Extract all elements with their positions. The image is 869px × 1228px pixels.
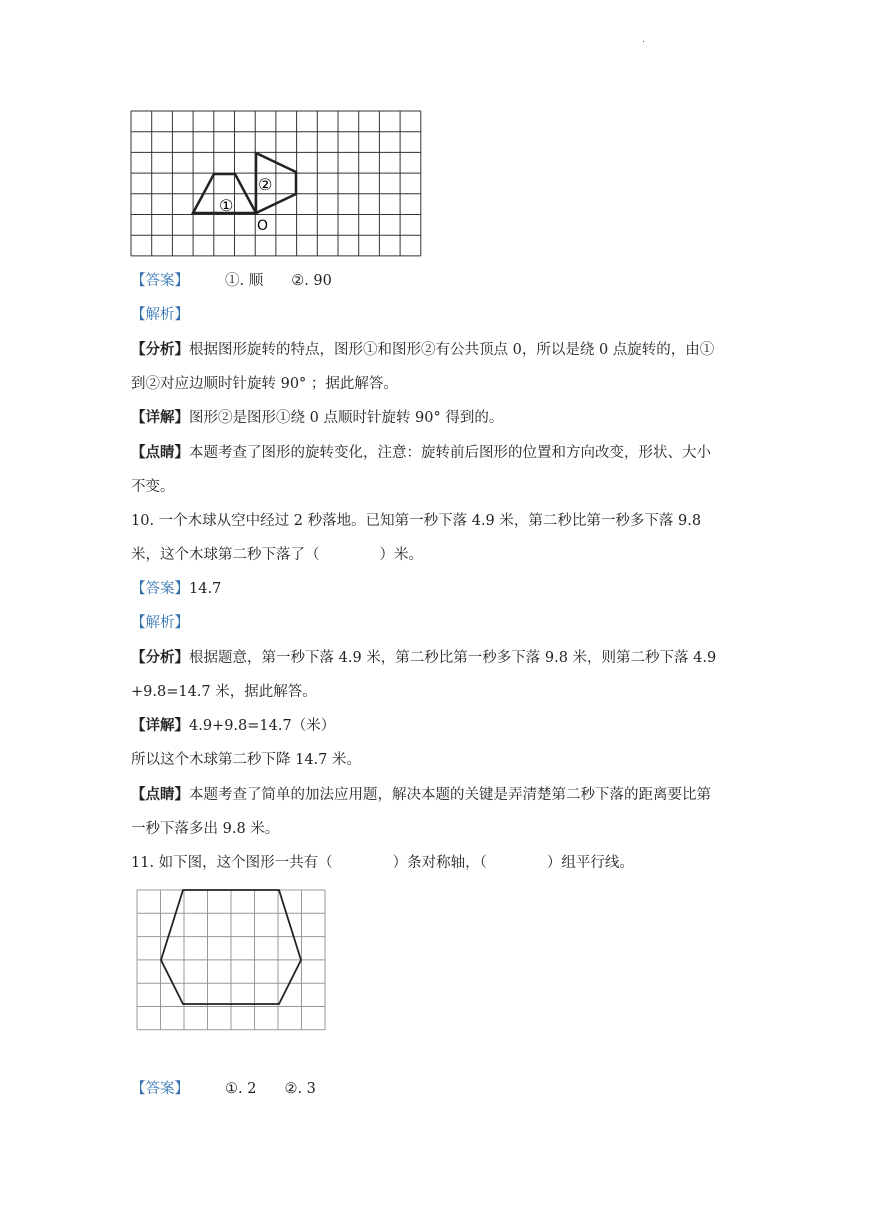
answer-1: ①. 顺 [225,273,264,289]
grid-lines [131,111,421,256]
q9-xiangjie: 【详解】图形②是图形①绕 0 点顺时针旋转 90° 得到的。 [131,409,504,426]
q9-fenxi-line1: 【分析】根据图形旋转的特点，图形①和图形②有公共顶点 0，所以是绕 0 点旋转的，由① [131,341,715,358]
q9-fenxi-line2: 到②对应边顺时针旋转 90° ；据此解答。 [131,376,398,392]
q10-analysis-tag: 【解析】 [131,615,189,631]
answer-tag: 【答案】 [131,273,189,289]
grid-lines [137,890,325,1030]
q10-fenxi-line2: +9.8=14.7 米，据此解答。 [131,684,317,700]
q9-answer-line [131,271,332,291]
answer-2: ②. 3 [284,1081,316,1097]
q10-answer-line: 【答案】14.7 [131,581,222,597]
answer-2: ②. 90 [291,273,332,289]
hexagon-grid-figure [134,886,334,1036]
q10-answer: 14.7 [189,581,222,597]
q10-conclusion: 所以这个木球第二秒下降 14.7 米。 [131,752,362,768]
q10-line1: 10. 一个木球从空中经过 2 秒落地。已知第一秒下落 4.9 米，第二秒比第一秒多下落 9.8 [131,513,702,529]
center-point-label: O [257,218,269,234]
q10-fenxi-line1: 【分析】根据题意，第一秒下落 4.9 米，第二秒比第一秒多下落 9.8 米，则第二秒下落 4.9 [131,649,717,666]
q10-dianjing-line2: 一秒下落多出 9.8 米。 [131,821,280,837]
shape-2-label: ② [258,175,273,194]
q10-line2: 米，这个木球第二秒下落了（ ）米。 [131,547,423,563]
q9-dianjing-line1: 【点睛】本题考查了图形的旋转变化，注意：旋转前后图形的位置和方向改变，形状、大小 [131,444,711,461]
shape-1-label: ① [219,196,234,215]
answer-tag: 【答案】 [131,1081,189,1097]
q9-dianjing-line2: 不变。 [131,479,175,495]
answer-1: ①. 2 [225,1081,257,1097]
header-mark: . [642,34,646,45]
q11-answer-line [131,1079,316,1099]
q11-question: 11. 如下图，这个图形一共有（ ）条对称轴，（ ）组平行线。 [131,855,634,871]
q9-analysis-tag: 【解析】 [131,307,189,323]
q10-xiangjie: 【详解】4.9+9.8=14.7（米） [131,717,336,734]
rotation-grid-figure [128,108,428,263]
q10-dianjing-line1: 【点睛】本题考查了简单的加法应用题，解决本题的关键是弄清楚第二秒下落的距离要比第 [131,786,711,803]
